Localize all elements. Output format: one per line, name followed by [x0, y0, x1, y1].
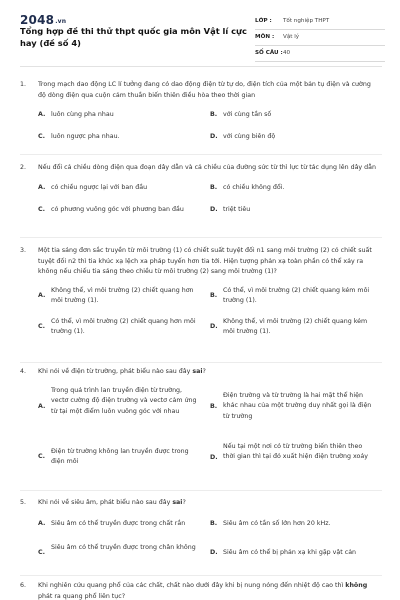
option-letter: B. — [210, 111, 218, 118]
option-letter: B. — [210, 519, 218, 527]
option-d[interactable] — [210, 132, 380, 143]
option-a[interactable] — [38, 183, 208, 194]
stem-emphasis: sai — [192, 368, 203, 375]
option-text: Có thể, vì môi trường (2) chiết quang kém môi trường (1). — [223, 286, 370, 304]
meta-label: LỚP : — [255, 18, 272, 24]
option-text: Điện trường và từ trường là hai mặt thể hiện khác nhau của một trường duy nhất gọi là điện từ trường — [223, 391, 372, 420]
option-a[interactable] — [38, 286, 208, 307]
option-letter: C. — [38, 452, 46, 460]
option-letter: A. — [38, 402, 46, 410]
option-letter: B. — [210, 183, 218, 191]
option-letter: D. — [210, 548, 218, 556]
document-title: Tổng hợp đề thi thử thpt quốc gia môn Vật lí cực hay (đề số 4) — [20, 26, 247, 48]
option-text: luôn cùng pha nhau — [51, 111, 114, 118]
option-d[interactable] — [210, 317, 380, 338]
option-text: Siêu âm có thể bị phản xạ khi gặp vật cản — [223, 548, 357, 556]
stem-text: ? — [202, 368, 206, 375]
meta-row-count — [255, 46, 385, 62]
options — [38, 286, 380, 348]
option-letter: C. — [38, 322, 46, 330]
stem-text: phát ra quang phổ liên tục? — [38, 592, 126, 600]
question-stem: Nếu đổi cả chiều dòng điện qua đoạn dây dẫn và cả chiều của đường sức từ thì lực từ tác dụng lên dây dẫn — [38, 164, 377, 171]
question-stem — [38, 367, 380, 378]
option-a[interactable] — [38, 386, 208, 418]
stem-emphasis: sai — [172, 499, 183, 506]
option-text: Có thể, vì môi trường (2) chiết quang hơn môi trường (1). — [51, 317, 196, 335]
option-text: Nếu tại một nơi có từ trường biến thiên theo thời gian thì tại đó xuất hiện điện trường xoáy — [223, 442, 368, 460]
document-header — [0, 0, 400, 62]
option-letter: A. — [38, 519, 46, 527]
option-b[interactable] — [210, 110, 380, 121]
option-d[interactable] — [210, 442, 380, 463]
option-text: có chiều không đổi. — [223, 183, 285, 191]
options — [38, 110, 380, 150]
options — [38, 519, 380, 569]
meta-row-subject — [255, 30, 385, 46]
option-a[interactable] — [38, 110, 208, 121]
option-text: với cùng tần số — [223, 111, 272, 118]
meta-value: Vật lý — [283, 34, 300, 40]
meta-value: 40 — [283, 50, 291, 56]
question-stem — [38, 581, 380, 600]
option-text: có chiều ngược lại với ban đầu — [51, 183, 148, 191]
option-letter: D. — [210, 322, 218, 330]
option-c[interactable] — [38, 132, 208, 143]
option-letter: B. — [210, 291, 218, 299]
option-d[interactable] — [210, 205, 380, 216]
question-separator — [20, 237, 382, 238]
option-letter: A. — [38, 291, 46, 299]
stem-emphasis: không — [345, 582, 368, 589]
option-letter: B. — [210, 402, 218, 410]
option-letter: D. — [210, 133, 218, 140]
option-d[interactable] — [210, 548, 380, 559]
option-text: triệt tiêu — [223, 205, 251, 213]
question-separator — [20, 575, 382, 576]
option-c[interactable] — [38, 447, 208, 468]
question-number: 6. — [20, 582, 27, 589]
meta-label: MÔN : — [255, 34, 275, 40]
option-c[interactable] — [38, 317, 208, 338]
question-6 — [20, 581, 380, 600]
question-stem: Một tia sáng đơn sắc truyền từ môi trường (1) có chiết suất tuyệt đối n1 sang môi trường (2) có chiết suất tuyệt đối n2 thì tia khúc xạ lệch xa pháp tuyến hơn tia tới. Hiện tượng phản xạ toàn phần có thể xảy ra không nếu chiếu tia sáng theo chiều từ môi trường (2) sang môi trường (1)? — [38, 247, 372, 275]
option-letter: A. — [38, 183, 46, 191]
option-letter: D. — [210, 205, 218, 213]
question-1 — [20, 80, 380, 150]
stem-text: Khi nói về siêu âm, phát biểu nào sau đây — [38, 499, 173, 506]
option-text: Không thể, vì môi trường (2) chiết quang kém môi trường (1). — [223, 317, 368, 335]
question-stem — [38, 498, 380, 509]
option-text: với cùng biên độ — [223, 133, 276, 140]
question-3 — [20, 246, 380, 348]
options — [38, 183, 380, 223]
option-text: Siêu âm có tần số lớn hơn 20 kHz. — [223, 519, 331, 527]
option-text: Siêu âm có thể truyền được trong chất rắn — [51, 519, 186, 527]
question-number: 1. — [20, 81, 27, 88]
option-b[interactable] — [210, 286, 380, 307]
option-letter: C. — [38, 205, 46, 213]
question-2 — [20, 163, 380, 223]
question-separator — [20, 362, 382, 363]
question-separator — [20, 490, 382, 491]
option-text: luôn ngược pha nhau. — [51, 133, 120, 140]
question-number: 2. — [20, 164, 27, 171]
option-letter: C. — [38, 133, 46, 140]
option-c[interactable] — [38, 205, 208, 216]
logo-tld: .vn — [55, 18, 67, 25]
stem-text: ? — [182, 499, 186, 506]
option-text: Siêu âm có thể truyền được trong chân không — [51, 543, 196, 551]
meta-value: Tốt nghiệp THPT — [283, 18, 330, 24]
meta-row-class — [255, 14, 385, 30]
question-5 — [20, 498, 380, 569]
option-text: Trong quá trình lan truyền điện từ trường, vectơ cường độ điện trường và vectơ cảm ứng từ tại một điểm luôn vuông góc với nhau — [51, 386, 197, 415]
option-text: Điện từ trường không lan truyền được trong điện môi — [51, 447, 189, 465]
question-number: 3. — [20, 247, 27, 254]
stem-text: Khi nói về điện từ trường, phát biểu nào sau đây — [38, 368, 193, 375]
option-letter: A. — [38, 111, 46, 118]
question-number: 4. — [20, 368, 27, 375]
header-divider — [20, 66, 382, 67]
document-meta — [255, 14, 385, 62]
option-b[interactable] — [210, 391, 380, 423]
question-number: 5. — [20, 499, 27, 506]
meta-label: SỐ CÂU : — [255, 50, 283, 56]
option-letter: D. — [210, 453, 218, 461]
question-stem: Trong mạch dao động LC lí tưởng đang có dao động điện từ tự do, điện tích của một bản tụ điện và cường độ dòng điện qua cuộn cảm thuần biến thiên điều hòa theo thời gian — [38, 81, 371, 99]
question-4 — [20, 367, 380, 486]
option-letter: C. — [38, 548, 46, 556]
options — [38, 386, 380, 486]
logo-text: 2048 — [20, 13, 55, 27]
option-b[interactable] — [210, 183, 380, 194]
option-text: có phương vuông góc với phương ban đầu — [51, 205, 184, 213]
option-b[interactable] — [210, 519, 380, 530]
option-text: Không thể, vì môi trường (2) chiết quang hơn môi trường (1). — [51, 286, 194, 304]
stem-text: Khi nghiên cứu quang phổ của các chất, chất nào dưới đây khi bị nung nóng đến nhiệt độ cao thì — [38, 582, 346, 589]
option-a[interactable] — [38, 519, 208, 530]
question-separator — [20, 154, 382, 155]
option-c[interactable] — [38, 543, 208, 554]
